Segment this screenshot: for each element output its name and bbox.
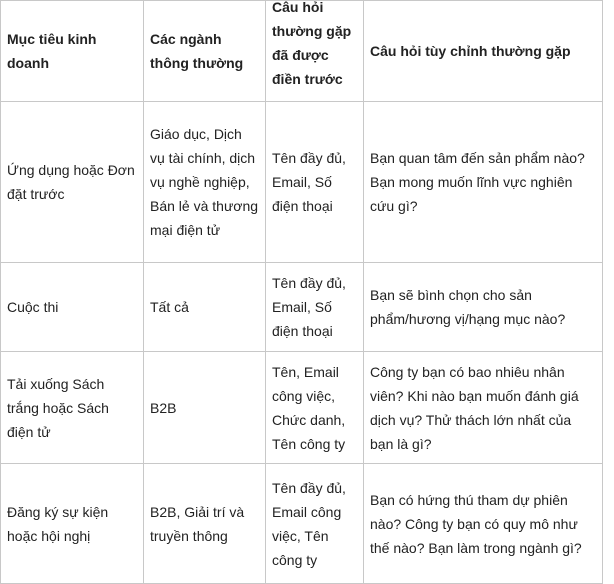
cell-custom: Bạn có hứng thú tham dự phiên nào? Công ty bạn có quy mô như thế nào? Bạn làm trong ngành gì? (364, 464, 603, 584)
table-row (1, 263, 603, 352)
cell-prefilled: Tên đầy đủ, Email, Số điện thoại (266, 102, 364, 263)
header-business-goal: Mục tiêu kinh doanh (1, 1, 144, 102)
cell-custom: Bạn sẽ bình chọn cho sản phẩm/hương vị/hạng mục nào? (364, 263, 603, 352)
cell-industries: Tất cả (144, 263, 266, 352)
table-row (1, 464, 603, 584)
cell-industries: B2B (144, 352, 266, 464)
table-row (1, 102, 603, 263)
cell-goal: Đăng ký sự kiện hoặc hội nghị (1, 464, 144, 584)
header-row (1, 1, 603, 102)
table-body (1, 102, 603, 584)
table-header (1, 1, 603, 102)
cell-prefilled: Tên đầy đủ, Email, Số điện thoại (266, 263, 364, 352)
header-custom-questions: Câu hỏi tùy chỉnh thường gặp (364, 1, 603, 102)
header-prefilled-questions: Câu hỏi thường gặp đã được điền trước (266, 1, 364, 102)
cell-custom: Bạn quan tâm đến sản phẩm nào? Bạn mong muốn lĩnh vực nghiên cứu gì? (364, 102, 603, 263)
cell-goal: Ứng dụng hoặc Đơn đặt trước (1, 102, 144, 263)
cell-prefilled: Tên đầy đủ, Email công việc, Tên công ty (266, 464, 364, 584)
cell-goal: Tải xuống Sách trắng hoặc Sách điện tử (1, 352, 144, 464)
cell-goal: Cuộc thi (1, 263, 144, 352)
header-common-industries: Các ngành thông thường (144, 1, 266, 102)
cell-prefilled: Tên, Email công việc, Chức danh, Tên công ty (266, 352, 364, 464)
table-row (1, 352, 603, 464)
cell-custom: Công ty bạn có bao nhiêu nhân viên? Khi nào bạn muốn đánh giá dịch vụ? Thử thách lớn nhất của bạn là gì? (364, 352, 603, 464)
cell-industries: B2B, Giải trí và truyền thông (144, 464, 266, 584)
cell-industries: Giáo dục, Dịch vụ tài chính, dịch vụ nghề nghiệp, Bán lẻ và thương mại điện tử (144, 102, 266, 263)
